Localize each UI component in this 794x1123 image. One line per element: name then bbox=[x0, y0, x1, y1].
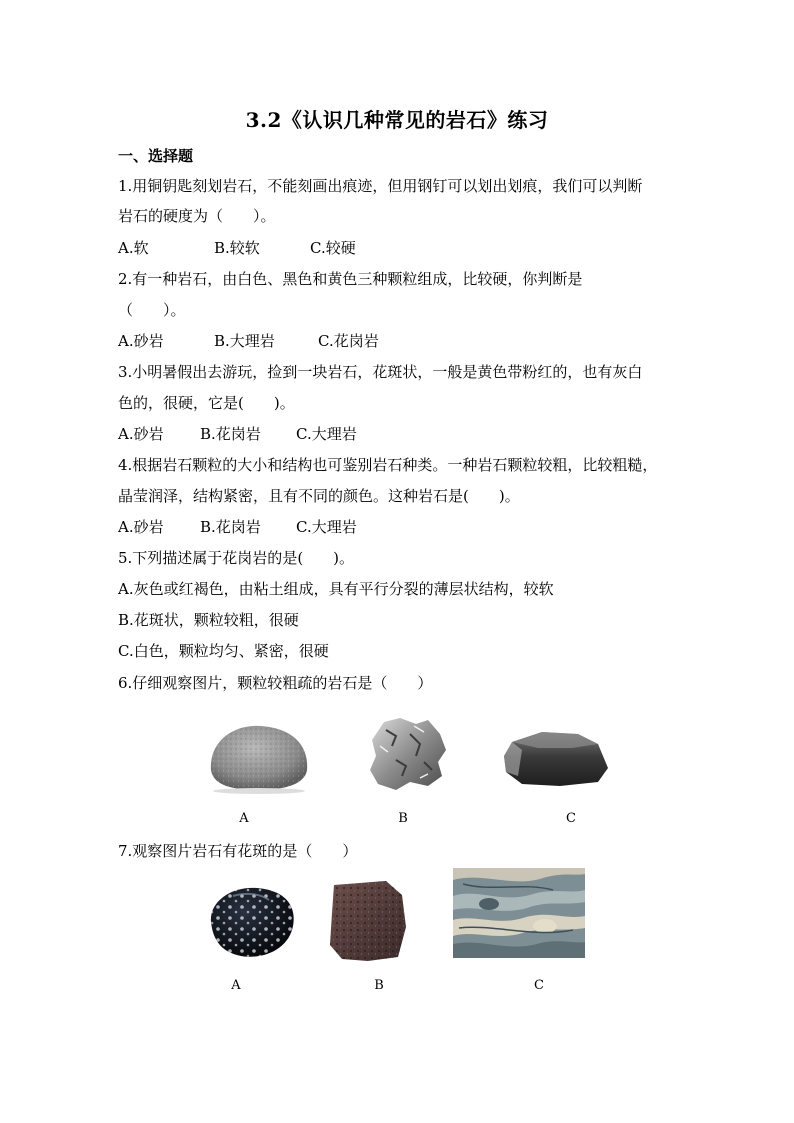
q3-options bbox=[118, 424, 680, 444]
rock-image-6a bbox=[205, 718, 311, 794]
rock-image-7b bbox=[328, 879, 408, 963]
rock-image-7c bbox=[453, 868, 585, 958]
q3-option-a: A.砂岩 bbox=[118, 425, 164, 443]
q5-stem: 5.下列描述属于花岗岩的是( )。 bbox=[118, 549, 355, 567]
q3-option-b: B.花岗岩 bbox=[200, 425, 261, 443]
q1-option-b: B.较软 bbox=[214, 239, 260, 257]
q4-option-b: B.花岗岩 bbox=[200, 518, 261, 536]
q7-label-b: B bbox=[374, 978, 384, 993]
q5-option-a: A.灰色或红褐色，由粘土组成，具有平行分裂的薄层状结构，较软 bbox=[118, 580, 554, 598]
rock-image-6b bbox=[366, 716, 450, 792]
q6-stem: 6.仔细观察图片，颗粒较粗疏的岩石是（ ） bbox=[118, 674, 433, 692]
q5-option-b: B.花斑状，颗粒较粗，很硬 bbox=[118, 611, 299, 629]
q4-stem-line2: 晶莹润泽，结构紧密，且有不同的颜色。这种岩石是( )。 bbox=[118, 487, 520, 505]
q1-stem-line2: 岩石的硬度为（ ）。 bbox=[118, 207, 276, 225]
q4-stem-line1: 4.根据岩石颗粒的大小和结构也可鉴别岩石种类。一种岩石颗粒较粗，比较粗糙， bbox=[118, 456, 658, 474]
q1-option-c: C.较硬 bbox=[310, 239, 356, 257]
q5-option-c: C.白色，颗粒均匀、紧密，很硬 bbox=[118, 642, 329, 660]
q2-option-a: A.砂岩 bbox=[118, 332, 164, 350]
q1-options bbox=[118, 238, 680, 258]
q6-label-b: B bbox=[398, 811, 408, 826]
q2-options bbox=[118, 331, 680, 351]
q1-option-a: A.软 bbox=[118, 239, 149, 257]
rock-image-7a bbox=[203, 882, 299, 962]
q3-option-c: C.大理岩 bbox=[296, 425, 357, 443]
q2-stem-line1: 2.有一种岩石，由白色、黑色和黄色三种颗粒组成，比较硬，你判断是 bbox=[118, 270, 583, 288]
q4-option-c: C.大理岩 bbox=[296, 518, 357, 536]
q1-stem-line1: 1.用铜钥匙刻划岩石，不能刻画出痕迹，但用钢钉可以划出划痕，我们可以判断 bbox=[118, 177, 643, 195]
q4-option-a: A.砂岩 bbox=[118, 518, 164, 536]
q2-stem-line2: （ ）。 bbox=[118, 301, 186, 319]
q2-option-c: C.花岗岩 bbox=[318, 332, 379, 350]
q3-stem-line2: 色的，很硬，它是( )。 bbox=[118, 394, 295, 412]
q6-label-a: A bbox=[239, 811, 249, 826]
q2-option-b: B.大理岩 bbox=[214, 332, 275, 350]
q7-label-a: A bbox=[231, 978, 241, 993]
q7-stem: 7.观察图片岩石有花斑的是（ ） bbox=[118, 842, 358, 860]
q4-options bbox=[118, 517, 680, 537]
rock-image-6c bbox=[502, 728, 610, 788]
page-title: 3.2《认识几种常见的岩石》练习 bbox=[245, 108, 549, 132]
section-heading: 一、选择题 bbox=[118, 147, 194, 165]
q7-label-c: C bbox=[534, 978, 544, 993]
q3-stem-line1: 3.小明暑假出去游玩，捡到一块岩石，花斑状，一般是黄色带粉红的，也有灰白 bbox=[118, 363, 643, 381]
q6-label-c: C bbox=[566, 811, 576, 826]
